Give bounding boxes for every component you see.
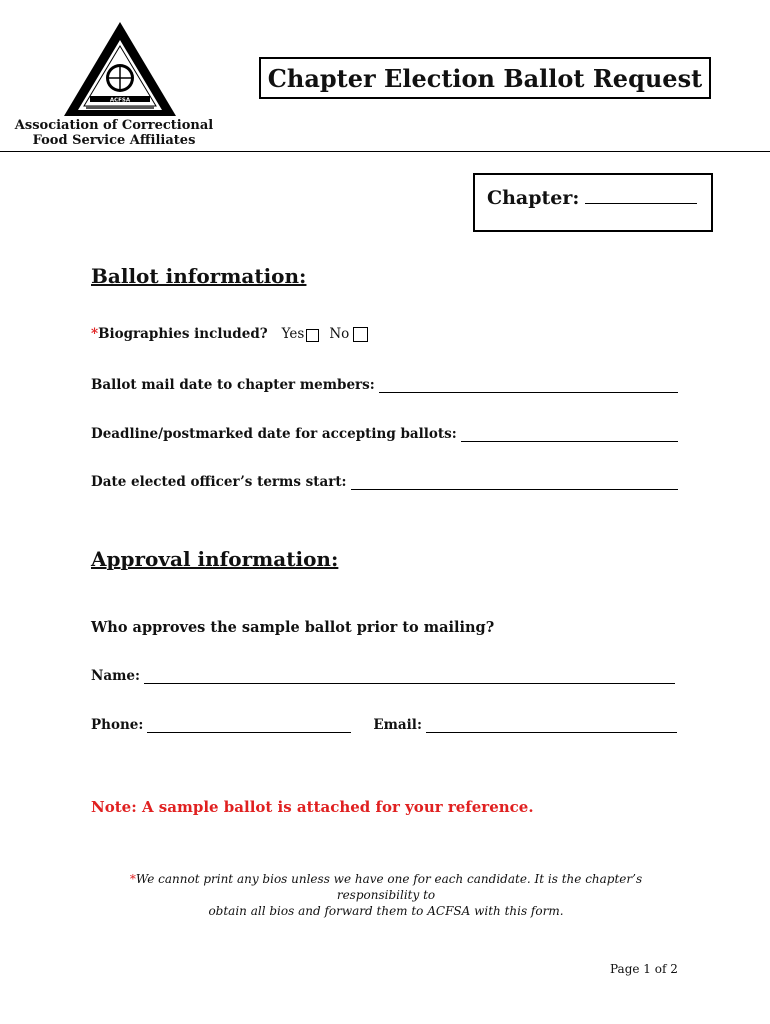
ballot-heading: Ballot information:: [91, 264, 307, 288]
acfsa-logo: [60, 20, 180, 120]
approval-question: Who approves the sample ballot prior to mailing?: [91, 619, 495, 636]
mail-date-field[interactable]: [379, 381, 678, 393]
bios-row: [91, 326, 368, 342]
yes-label: Yes: [281, 326, 305, 342]
name-label: Name:: [91, 668, 140, 684]
chapter-label: Chapter:: [487, 187, 580, 209]
email-label: Email:: [373, 717, 422, 733]
bios-footnote: [96, 871, 676, 919]
yes-checkbox[interactable]: [306, 329, 319, 342]
phone-field[interactable]: [147, 721, 351, 733]
page-number: Page 1 of 2: [610, 962, 678, 976]
page-title: Chapter Election Ballot Request: [259, 57, 711, 99]
footnote-asterisk: *: [129, 872, 136, 886]
terms-label: Date elected officer’s terms start:: [91, 474, 347, 490]
no-checkbox[interactable]: [353, 327, 368, 342]
deadline-label: Deadline/postmarked date for accepting ballots:: [91, 426, 457, 442]
deadline-field[interactable]: [461, 430, 678, 442]
name-field[interactable]: [144, 672, 675, 684]
header-divider: [0, 151, 770, 152]
org-name: [14, 118, 214, 148]
logo-acronym: ACFSA: [109, 97, 131, 104]
footnote-line2: obtain all bios and forward them to ACFSA with this form.: [208, 904, 564, 918]
terms-field[interactable]: [351, 478, 678, 490]
bios-label: Biographies included?: [98, 326, 268, 342]
footnote-line1: We cannot print any bios unless we have one for each candidate. It is the chapter’s responsibility to: [135, 872, 643, 902]
org-name-line2: Food Service Affiliates: [32, 133, 196, 148]
contact-row: [91, 717, 677, 733]
bios-asterisk: *: [91, 326, 99, 342]
deadline-row: [91, 426, 678, 442]
no-label: No: [329, 326, 350, 342]
chapter-box: [473, 173, 713, 232]
mail-date-row: [91, 377, 678, 393]
org-name-line1: Association of Correctional: [14, 118, 214, 133]
terms-row: [91, 474, 678, 490]
email-field[interactable]: [426, 721, 677, 733]
chapter-field[interactable]: [585, 187, 697, 204]
name-row: [91, 668, 675, 684]
mail-date-label: Ballot mail date to chapter members:: [91, 377, 375, 393]
approval-heading: Approval information:: [91, 547, 339, 571]
sample-ballot-note: Note: A sample ballot is attached for your reference.: [91, 798, 534, 816]
phone-label: Phone:: [91, 717, 144, 733]
